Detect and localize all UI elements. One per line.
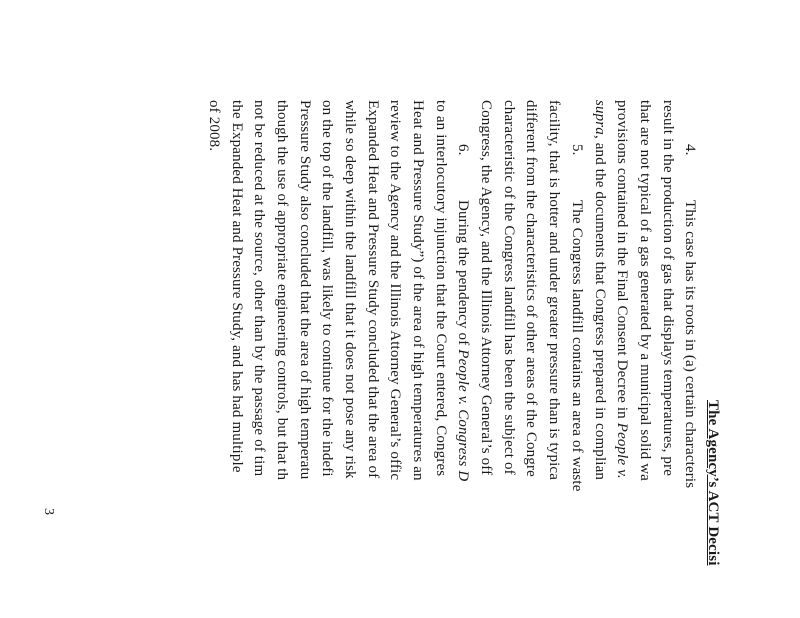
section-heading: The Agency’s ACT Decisi	[705, 400, 721, 566]
paragraph-6-text: During the pendency of	[455, 200, 472, 346]
text-line: Pressure Study also concluded that the area of high temperatu	[296, 100, 313, 480]
text-line: the Expanded Heat and Pressure Study, and has had multiple	[228, 100, 245, 473]
supra-italic: supra	[591, 100, 608, 135]
text-line: on the top of the landfill, was likely to continue for the indefi	[319, 100, 336, 477]
text-line: Congress, the Agency, and the Illinois Attorney General’s off	[478, 100, 495, 476]
paragraph-5-text: The Congress landfill contains an area of waste	[568, 200, 585, 492]
text-line: though the use of appropriate engineering controls, but that th	[273, 100, 290, 481]
text-line: result in the production of gas that displays temperatures, pre	[659, 100, 676, 477]
text-line: not be reduced at the source, other than by the passage of tim	[251, 100, 268, 477]
paragraph-6-first-line	[452, 100, 475, 618]
text-line	[611, 100, 634, 618]
paragraph-number-4: 4.	[682, 144, 699, 156]
paragraph-number-5: 5.	[568, 144, 585, 156]
text-line: while so deep within the landfill that it does not pose any risk	[342, 100, 358, 479]
paragraph-number-6: 6.	[455, 144, 472, 156]
paragraph-4-text: This case has its roots in (a) certain characteris	[682, 200, 699, 489]
paragraph-5-first-line	[565, 100, 588, 618]
text-line	[588, 100, 611, 618]
text-line: Expanded Heat and Pressure Study concluded that the area of	[364, 100, 381, 479]
paragraph-4-first-line	[679, 100, 702, 618]
text-line: review to the Agency and the Illinois Attorney General’s offic	[387, 100, 404, 481]
page-number: 3	[41, 508, 56, 515]
text-line: to an interlocutory injunction that the Court entered, Congres	[432, 100, 449, 477]
text-segment: , and the documents that Congress prepared in complian	[591, 134, 608, 481]
text-line: facility, that is hotter and under greater pressure than is typica	[546, 100, 563, 481]
text-segment: provisions contained in the Final Consent Decree in	[614, 100, 631, 419]
text-line: of 2008.	[205, 100, 222, 152]
paragraph-6-case-name: People v. Congress D	[455, 349, 472, 482]
text-line: that are not typical of a gas generated by a municipal solid wa	[636, 100, 653, 481]
text-line: different from the characteristics of other areas of the Congre	[523, 100, 540, 477]
text-line: characteristic of the Congress landfill has been the subject of	[500, 100, 517, 475]
text-line: Heat and Pressure Study”) of the area of high temperatures an	[410, 100, 427, 481]
case-name-italic: People v.	[614, 422, 631, 479]
rotated-text-block	[202, 100, 724, 618]
